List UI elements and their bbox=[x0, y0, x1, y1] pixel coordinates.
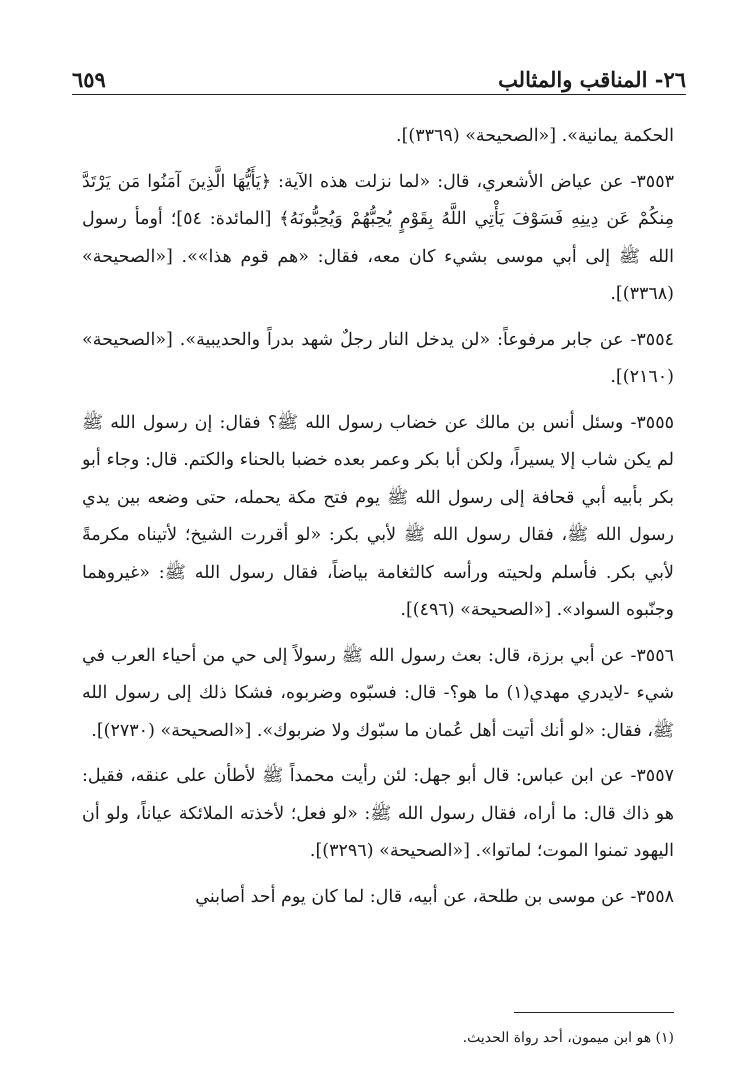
hadith-3556: ٣٥٥٦- عن أبي برزة، قال: بعث رسول الله ﷺ رسولاً إلى حي من أحياء العرب في شيء -لايدري مهدي(١) ما هو؟- قال: فسبّوه وضربوه، فشكا ذلك إلى رسول الله ﷺ، فقال: «لو أنك أتيت أهل عُمان ما سبّوك ولا ضربوك». [«الصحيحة» (٢٧٣٠)]. bbox=[82, 645, 675, 741]
hadith-3555: ٣٥٥٥- وسئل أنس بن مالك عن خضاب رسول الله ﷺ؟ فقال: إن رسول الله ﷺ لم يكن شاب إلا يسيراً، ولكن أبا بكر وعمر بعده خضبا بالحناء والكتم. قال: وجاء أبو بكر بأبيه أبي قحافة إلى رسول الله ﷺ يوم فتح مكة يحمله، حتى وضعه بين يدي رسول الله ﷺ، فقال رسول الله ﷺ لأبي بكر: «لو أقررت الشيخ؛ لأتيناه مكرمةً لأبي بكر. فأسلم ولحيته ورأسه كالثغامة بياضاً، فقال رسول الله ﷺ: «غيروهما وجنّبوه السواد». [«الصحيحة» (٤٩٦)]. bbox=[82, 412, 674, 620]
hadith-3554: ٣٥٥٤- عن جابر مرفوعاً: «لن يدخل النار رجلٌ شهد بدراً والحديبية». [«الصحيحة» (٢١٦٠)]. bbox=[82, 329, 674, 387]
footnote-rule bbox=[514, 1012, 674, 1013]
paragraph-continuation: الحكمة يمانية». [«الصحيحة» (٣٣٦٩)]. bbox=[396, 126, 674, 146]
header-rule bbox=[72, 94, 686, 95]
hadith-3557: ٣٥٥٧- عن ابن عباس: قال أبو جهل: لئن رأيت محمداً ﷺ لأطأن على عنقه، فقيل: هو ذاك قال: ما أراه، فقال رسول الله ﷺ: «لو فعل؛ لأخذته الملائكة عياناً، ولو أن اليهود تمنوا الموت؛ لماتوا». [«الصحيحة» (٣٢٩٦)]. bbox=[82, 766, 674, 861]
chapter-title: ٢٦- المناقب والمثالب bbox=[498, 67, 686, 92]
page-header bbox=[72, 52, 686, 92]
hadith-3558: ٣٥٥٨- عن موسى بن طلحة، عن أبيه، قال: لما كان يوم أحد أصابني bbox=[195, 886, 674, 907]
page-number: ٦٥٩ bbox=[72, 67, 106, 92]
hadith-3553: ٣٥٥٣- عن عياض الأشعري، قال: «لما نزلت هذه الآية: ﴿يَأَيُّهَا الَّذِينَ آمَنُوا مَن يَرْتَدَّ مِنكُمْ عَن دِينِهِ فَسَوْفَ يَأْتِي اللَّهُ بِقَوْمٍ يُحِبُّهُمْ وَيُحِبُّونَهُ﴾ [المائدة: ٥٤]؛ أومأ رسول الله ﷺ إلى أبي موسى بشيء كان معه، فقال: «هم قوم هذا»». [«الصحيحة» (٣٣٦٨)]. bbox=[82, 171, 674, 304]
page-body bbox=[82, 118, 674, 924]
footnote: (١) هو ابن ميمون، أحد رواة الحديث. bbox=[462, 1030, 674, 1046]
